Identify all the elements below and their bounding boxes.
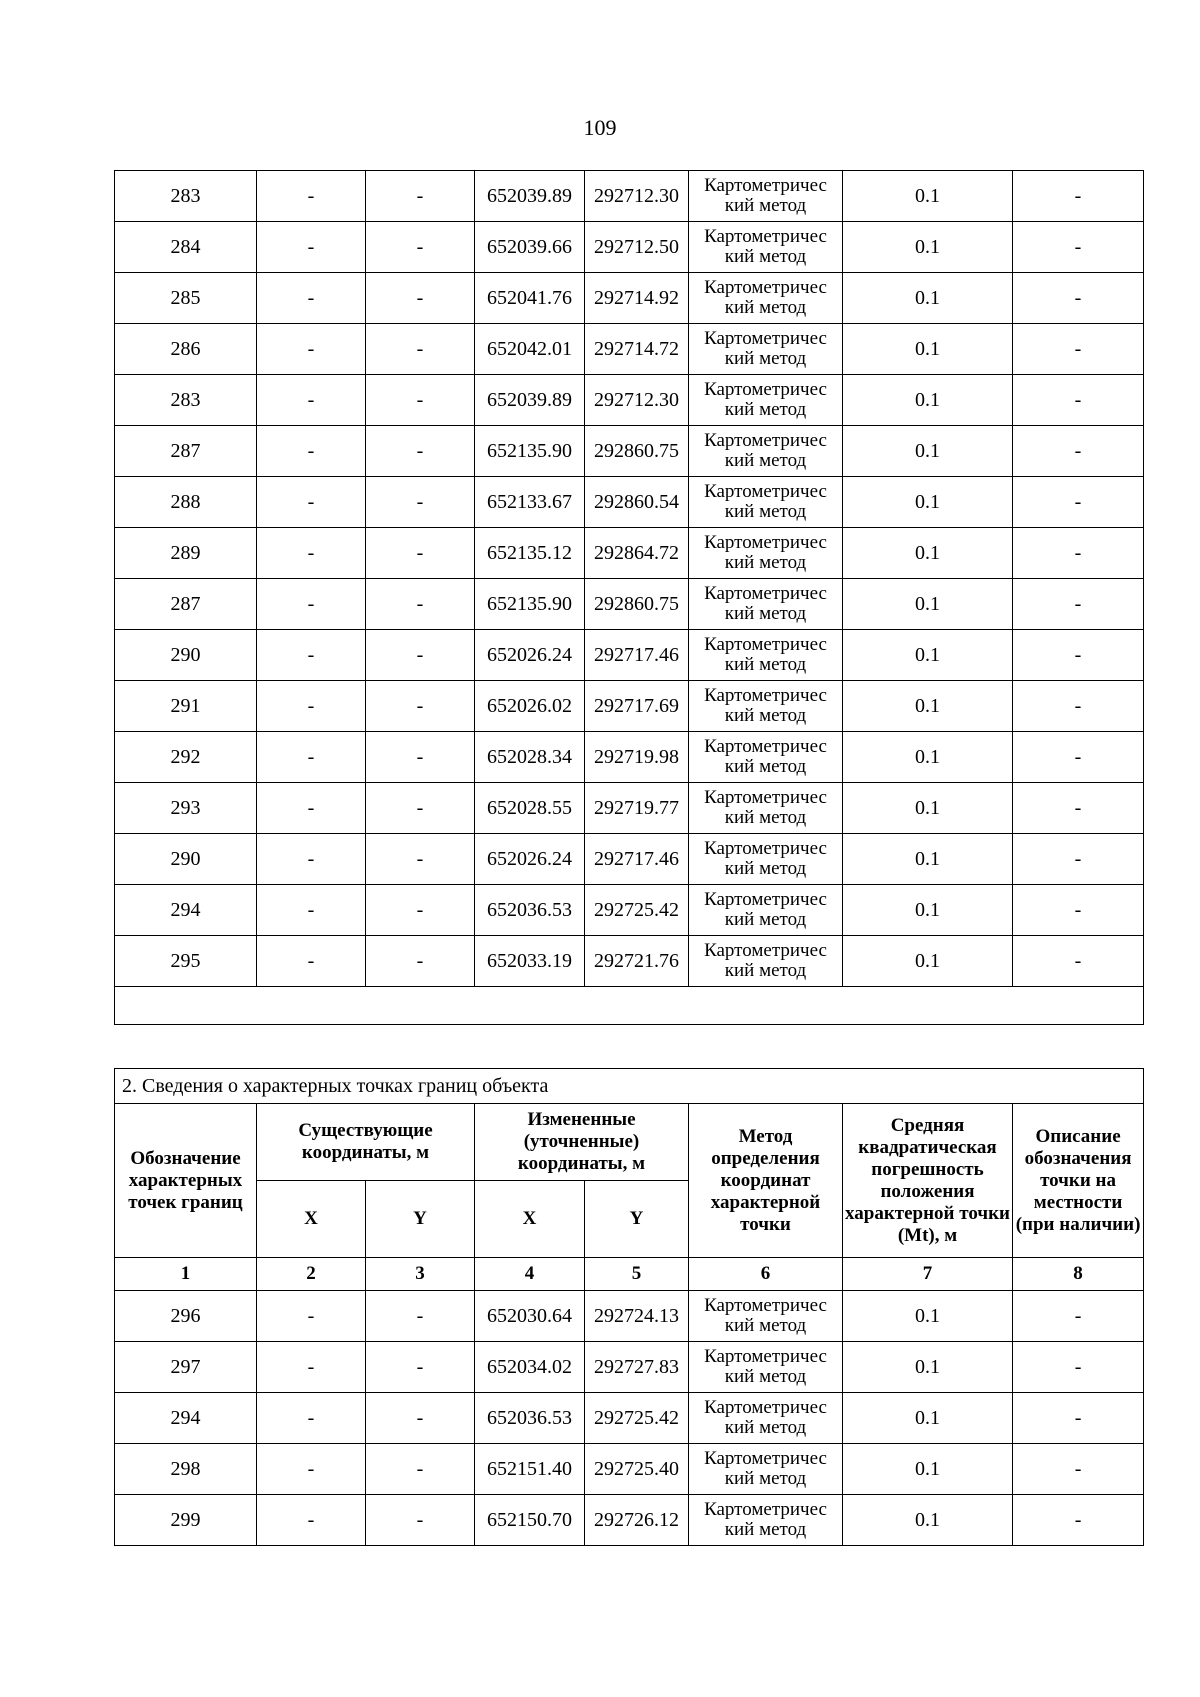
point-id-cell: 285 — [115, 273, 257, 324]
table-row — [115, 936, 1144, 987]
existing-y-cell: - — [366, 783, 475, 834]
existing-y-cell: - — [366, 222, 475, 273]
changed-x-cell: 652135.90 — [475, 579, 585, 630]
method-cell: Картометричес кий метод — [689, 171, 843, 222]
existing-x-cell: - — [257, 936, 366, 987]
method-cell: Картометричес кий метод — [689, 273, 843, 324]
point-id-cell: 284 — [115, 222, 257, 273]
point-id-cell: 287 — [115, 426, 257, 477]
description-cell: - — [1013, 375, 1144, 426]
table-row — [115, 273, 1144, 324]
point-id-cell: 287 — [115, 579, 257, 630]
description-cell: - — [1013, 1393, 1144, 1444]
description-cell: - — [1013, 426, 1144, 477]
existing-x-cell: - — [257, 732, 366, 783]
existing-x-cell: - — [257, 630, 366, 681]
changed-y-cell: 292860.75 — [585, 579, 689, 630]
changed-x-cell: 652026.24 — [475, 834, 585, 885]
header-existing-coordinates: Существующие координаты, м — [257, 1104, 475, 1181]
method-cell: Картометричес кий метод — [689, 579, 843, 630]
changed-y-cell: 292712.50 — [585, 222, 689, 273]
error-cell: 0.1 — [843, 273, 1013, 324]
changed-x-cell: 652028.34 — [475, 732, 585, 783]
page-number: 109 — [583, 115, 617, 140]
point-id-cell: 288 — [115, 477, 257, 528]
boundary-points-table-continued — [114, 170, 1144, 1025]
header-error: Средняя квадратическая погрешность положения характерной точки (Mt), м — [843, 1104, 1013, 1258]
existing-x-cell: - — [257, 1444, 366, 1495]
point-id-cell: 283 — [115, 375, 257, 426]
method-cell: Картометричес кий метод — [689, 783, 843, 834]
description-cell: - — [1013, 1342, 1144, 1393]
existing-x-cell: - — [257, 477, 366, 528]
changed-x-cell: 652030.64 — [475, 1291, 585, 1342]
existing-x-cell: - — [257, 1342, 366, 1393]
point-id-cell: 296 — [115, 1291, 257, 1342]
table-row — [115, 732, 1144, 783]
table-row — [115, 630, 1144, 681]
method-cell: Картометричес кий метод — [689, 630, 843, 681]
table-row — [115, 579, 1144, 630]
changed-y-cell: 292717.46 — [585, 834, 689, 885]
existing-y-cell: - — [366, 732, 475, 783]
existing-x-cell: - — [257, 528, 366, 579]
error-cell: 0.1 — [843, 834, 1013, 885]
existing-x-cell: - — [257, 681, 366, 732]
existing-y-cell: - — [366, 324, 475, 375]
column-number: 7 — [843, 1258, 1013, 1291]
table-row — [115, 1495, 1144, 1546]
changed-x-cell: 652133.67 — [475, 477, 585, 528]
changed-y-cell: 292712.30 — [585, 375, 689, 426]
changed-y-cell: 292724.13 — [585, 1291, 689, 1342]
changed-x-cell: 652151.40 — [475, 1444, 585, 1495]
table-row — [115, 1444, 1144, 1495]
existing-y-cell: - — [366, 477, 475, 528]
error-cell: 0.1 — [843, 324, 1013, 375]
existing-y-cell: - — [366, 885, 475, 936]
changed-y-cell: 292860.54 — [585, 477, 689, 528]
table-caption: 2. Сведения о характерных точках границ объекта — [115, 1069, 1144, 1104]
changed-x-cell: 652041.76 — [475, 273, 585, 324]
column-number: 8 — [1013, 1258, 1144, 1291]
changed-x-cell: 652026.02 — [475, 681, 585, 732]
table-row — [115, 834, 1144, 885]
changed-y-cell: 292717.69 — [585, 681, 689, 732]
existing-x-cell: - — [257, 171, 366, 222]
error-cell: 0.1 — [843, 885, 1013, 936]
description-cell: - — [1013, 681, 1144, 732]
existing-x-cell: - — [257, 579, 366, 630]
header-designation: Обозначение характерных точек границ — [115, 1104, 257, 1258]
error-cell: 0.1 — [843, 1393, 1013, 1444]
existing-y-cell: - — [366, 375, 475, 426]
existing-x-cell: - — [257, 324, 366, 375]
column-number: 1 — [115, 1258, 257, 1291]
existing-y-cell: - — [366, 681, 475, 732]
error-cell: 0.1 — [843, 732, 1013, 783]
header-changed-x: X — [475, 1181, 585, 1258]
description-cell: - — [1013, 1291, 1144, 1342]
error-cell: 0.1 — [843, 426, 1013, 477]
header-changed-coordinates: Измененные (уточненные) координаты, м — [475, 1104, 689, 1181]
existing-x-cell: - — [257, 885, 366, 936]
table-row — [115, 426, 1144, 477]
column-number: 2 — [257, 1258, 366, 1291]
method-cell: Картометричес кий метод — [689, 732, 843, 783]
existing-x-cell: - — [257, 1495, 366, 1546]
header-method: Метод определения координат характерной точки — [689, 1104, 843, 1258]
error-cell: 0.1 — [843, 1342, 1013, 1393]
changed-x-cell: 652033.19 — [475, 936, 585, 987]
error-cell: 0.1 — [843, 936, 1013, 987]
changed-x-cell: 652036.53 — [475, 885, 585, 936]
changed-y-cell: 292727.83 — [585, 1342, 689, 1393]
existing-y-cell: - — [366, 1444, 475, 1495]
changed-x-cell: 652026.24 — [475, 630, 585, 681]
table-row — [115, 222, 1144, 273]
description-cell: - — [1013, 885, 1144, 936]
changed-x-cell: 652028.55 — [475, 783, 585, 834]
description-cell: - — [1013, 1444, 1144, 1495]
description-cell: - — [1013, 579, 1144, 630]
method-cell: Картометричес кий метод — [689, 375, 843, 426]
changed-x-cell: 652034.02 — [475, 1342, 585, 1393]
method-cell: Картометричес кий метод — [689, 1495, 843, 1546]
existing-y-cell: - — [366, 1291, 475, 1342]
existing-x-cell: - — [257, 1291, 366, 1342]
method-cell: Картометричес кий метод — [689, 885, 843, 936]
point-id-cell: 290 — [115, 630, 257, 681]
table-row — [115, 171, 1144, 222]
changed-y-cell: 292714.72 — [585, 324, 689, 375]
table-row — [115, 477, 1144, 528]
description-cell: - — [1013, 528, 1144, 579]
existing-y-cell: - — [366, 528, 475, 579]
method-cell: Картометричес кий метод — [689, 936, 843, 987]
changed-x-cell: 652039.66 — [475, 222, 585, 273]
changed-y-cell: 292721.76 — [585, 936, 689, 987]
method-cell: Картометричес кий метод — [689, 477, 843, 528]
existing-y-cell: - — [366, 1495, 475, 1546]
error-cell: 0.1 — [843, 1495, 1013, 1546]
changed-y-cell: 292725.42 — [585, 885, 689, 936]
existing-y-cell: - — [366, 834, 475, 885]
point-id-cell: 299 — [115, 1495, 257, 1546]
point-id-cell: 298 — [115, 1444, 257, 1495]
description-cell: - — [1013, 732, 1144, 783]
changed-x-cell: 652150.70 — [475, 1495, 585, 1546]
method-cell: Картометричес кий метод — [689, 426, 843, 477]
error-cell: 0.1 — [843, 477, 1013, 528]
existing-x-cell: - — [257, 375, 366, 426]
changed-y-cell: 292726.12 — [585, 1495, 689, 1546]
existing-y-cell: - — [366, 936, 475, 987]
table-row — [115, 1342, 1144, 1393]
description-cell: - — [1013, 834, 1144, 885]
point-id-cell: 297 — [115, 1342, 257, 1393]
description-cell: - — [1013, 324, 1144, 375]
table-row — [115, 324, 1144, 375]
error-cell: 0.1 — [843, 579, 1013, 630]
point-id-cell: 290 — [115, 834, 257, 885]
existing-y-cell: - — [366, 426, 475, 477]
description-cell: - — [1013, 171, 1144, 222]
boundary-points-table — [114, 1068, 1144, 1546]
header-changed-y: Y — [585, 1181, 689, 1258]
changed-y-cell: 292717.46 — [585, 630, 689, 681]
header-existing-y: Y — [366, 1181, 475, 1258]
existing-y-cell: - — [366, 171, 475, 222]
method-cell: Картометричес кий метод — [689, 1342, 843, 1393]
point-id-cell: 283 — [115, 171, 257, 222]
changed-y-cell: 292719.98 — [585, 732, 689, 783]
method-cell: Картометричес кий метод — [689, 1393, 843, 1444]
existing-x-cell: - — [257, 834, 366, 885]
changed-y-cell: 292714.92 — [585, 273, 689, 324]
point-id-cell: 291 — [115, 681, 257, 732]
column-number: 5 — [585, 1258, 689, 1291]
existing-x-cell: - — [257, 273, 366, 324]
point-id-cell: 293 — [115, 783, 257, 834]
error-cell: 0.1 — [843, 222, 1013, 273]
error-cell: 0.1 — [843, 681, 1013, 732]
existing-x-cell: - — [257, 1393, 366, 1444]
description-cell: - — [1013, 630, 1144, 681]
changed-y-cell: 292719.77 — [585, 783, 689, 834]
method-cell: Картометричес кий метод — [689, 528, 843, 579]
point-id-cell: 289 — [115, 528, 257, 579]
error-cell: 0.1 — [843, 783, 1013, 834]
error-cell: 0.1 — [843, 1291, 1013, 1342]
column-number: 6 — [689, 1258, 843, 1291]
table-row — [115, 528, 1144, 579]
existing-y-cell: - — [366, 1342, 475, 1393]
method-cell: Картометричес кий метод — [689, 681, 843, 732]
error-cell: 0.1 — [843, 528, 1013, 579]
header-description: Описание обозначения точки на местности (при наличии) — [1013, 1104, 1144, 1258]
header-existing-x: X — [257, 1181, 366, 1258]
description-cell: - — [1013, 1495, 1144, 1546]
existing-y-cell: - — [366, 579, 475, 630]
method-cell: Картометричес кий метод — [689, 222, 843, 273]
existing-x-cell: - — [257, 426, 366, 477]
error-cell: 0.1 — [843, 375, 1013, 426]
table-row — [115, 681, 1144, 732]
existing-y-cell: - — [366, 273, 475, 324]
changed-y-cell: 292725.42 — [585, 1393, 689, 1444]
error-cell: 0.1 — [843, 1444, 1013, 1495]
existing-x-cell: - — [257, 783, 366, 834]
table-row — [115, 885, 1144, 936]
description-cell: - — [1013, 783, 1144, 834]
column-number: 4 — [475, 1258, 585, 1291]
changed-y-cell: 292864.72 — [585, 528, 689, 579]
table-row — [115, 1291, 1144, 1342]
method-cell: Картометричес кий метод — [689, 324, 843, 375]
description-cell: - — [1013, 477, 1144, 528]
existing-x-cell: - — [257, 222, 366, 273]
point-id-cell: 286 — [115, 324, 257, 375]
point-id-cell: 292 — [115, 732, 257, 783]
table-row — [115, 1393, 1144, 1444]
changed-x-cell: 652036.53 — [475, 1393, 585, 1444]
method-cell: Картометричес кий метод — [689, 1444, 843, 1495]
description-cell: - — [1013, 222, 1144, 273]
changed-y-cell: 292860.75 — [585, 426, 689, 477]
changed-x-cell: 652039.89 — [475, 171, 585, 222]
table-row — [115, 783, 1144, 834]
changed-x-cell: 652135.90 — [475, 426, 585, 477]
column-number: 3 — [366, 1258, 475, 1291]
changed-y-cell: 292725.40 — [585, 1444, 689, 1495]
point-id-cell: 294 — [115, 1393, 257, 1444]
changed-y-cell: 292712.30 — [585, 171, 689, 222]
table-blank-row — [115, 987, 1144, 1025]
existing-y-cell: - — [366, 1393, 475, 1444]
method-cell: Картометричес кий метод — [689, 834, 843, 885]
existing-y-cell: - — [366, 630, 475, 681]
point-id-cell: 295 — [115, 936, 257, 987]
table-row — [115, 375, 1144, 426]
error-cell: 0.1 — [843, 630, 1013, 681]
error-cell: 0.1 — [843, 171, 1013, 222]
point-id-cell: 294 — [115, 885, 257, 936]
changed-x-cell: 652039.89 — [475, 375, 585, 426]
method-cell: Картометричес кий метод — [689, 1291, 843, 1342]
changed-x-cell: 652042.01 — [475, 324, 585, 375]
description-cell: - — [1013, 936, 1144, 987]
description-cell: - — [1013, 273, 1144, 324]
changed-x-cell: 652135.12 — [475, 528, 585, 579]
